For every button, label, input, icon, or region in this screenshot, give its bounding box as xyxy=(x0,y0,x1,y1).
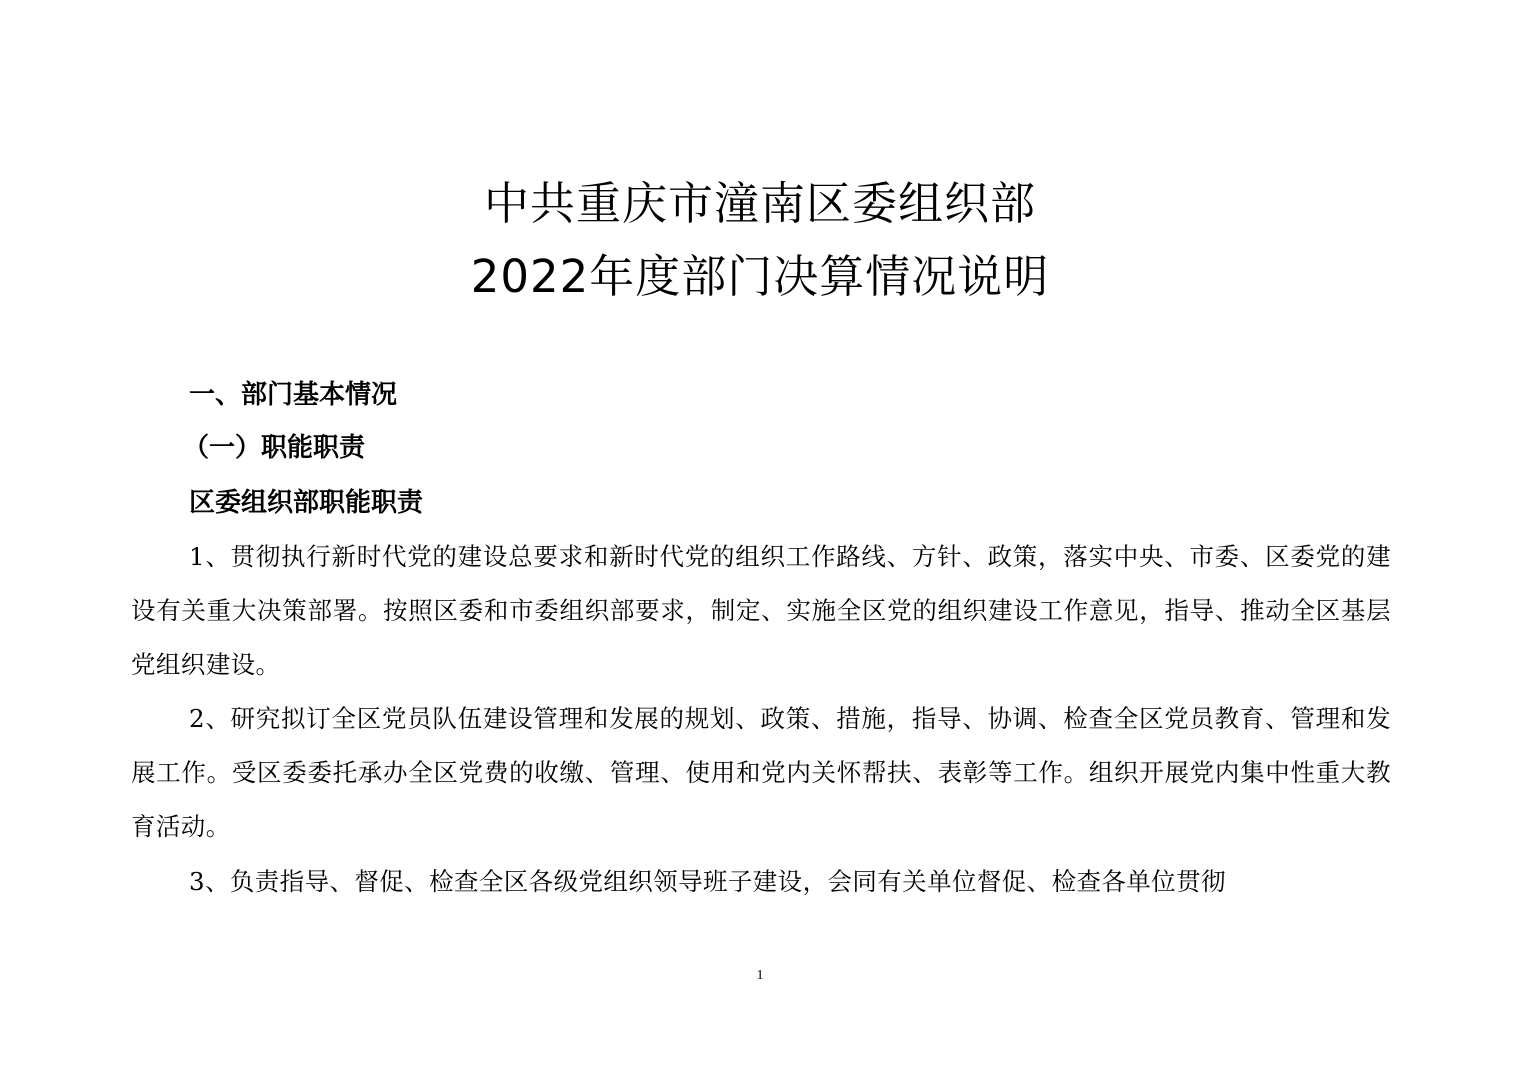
page-number: 1 xyxy=(756,968,764,983)
subsection-heading: （一）职能职责 xyxy=(183,433,366,463)
duty-paragraph-3: 3、负责指导、督促、检查全区各级党组织领导班子建设，会同有关单位督促、检查各单位贯彻 xyxy=(189,867,1226,896)
department-duties-heading: 区委组织部职能职责 xyxy=(189,488,424,518)
document-title-line-1: 中共重庆市潼南区委组织部 xyxy=(483,177,1036,230)
duty-paragraph-1: 1、贯彻执行新时代党的建设总要求和新时代党的组织工作路线、方针、政策，落实中央、市委、区委党的建设有关重大决策部署。按照区委和市委组织部要求，制定、实施全区党的组织建设工作意见，指导、推动全区基层党组织建设。 xyxy=(131,542,1391,679)
document-title-line-2: 2022年度部门决算情况说明 xyxy=(470,250,1050,303)
section-heading: 一、部门基本情况 xyxy=(189,380,398,410)
duty-paragraph-2: 2、研究拟订全区党员队伍建设管理和发展的规划、政策、措施，指导、协调、检查全区党员教育、管理和发展工作。受区委委托承办全区党费的收缴、管理、使用和党内关怀帮扶、表彰等工作。组织开展党内集中性重大教育活动。 xyxy=(131,704,1391,841)
